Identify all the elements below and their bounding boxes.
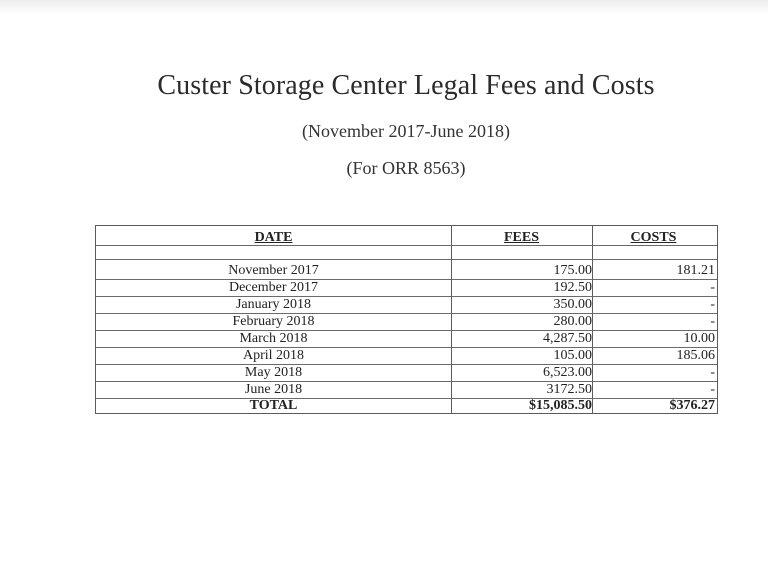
table-row xyxy=(96,364,717,381)
row-costs: - xyxy=(710,365,715,380)
row-fees: 3172.50 xyxy=(546,382,592,397)
header-date: DATE xyxy=(254,230,293,245)
fees-costs-table xyxy=(95,225,718,414)
scan-top-shadow xyxy=(0,0,768,14)
table-row xyxy=(96,381,717,398)
table-row xyxy=(96,262,717,279)
row-date: November 2017 xyxy=(228,263,319,278)
row-costs: - xyxy=(710,382,715,397)
row-fees: 175.00 xyxy=(553,263,592,278)
request-reference-subtitle: (For ORR 8563) xyxy=(346,158,466,178)
row-date: June 2018 xyxy=(244,382,303,397)
row-fees: 4,287.50 xyxy=(543,331,592,346)
row-fees: 105.00 xyxy=(553,348,592,363)
row-date: February 2018 xyxy=(232,314,315,329)
total-costs: $376.27 xyxy=(669,398,715,413)
row-fees: 192.50 xyxy=(553,280,592,295)
total-label: TOTAL xyxy=(249,398,298,413)
table-row xyxy=(96,279,717,296)
row-fees: 6,523.00 xyxy=(543,365,592,380)
header-costs: COSTS xyxy=(630,230,677,245)
row-costs: - xyxy=(710,314,715,329)
row-date: December 2017 xyxy=(228,280,319,295)
row-costs: - xyxy=(710,297,715,312)
total-row xyxy=(96,397,717,414)
row-date: March 2018 xyxy=(239,331,308,346)
row-costs: - xyxy=(710,280,715,295)
row-date: January 2018 xyxy=(235,297,312,312)
table-row xyxy=(96,313,717,330)
table-row xyxy=(96,296,717,313)
row-date: May 2018 xyxy=(244,365,303,380)
row-costs: 10.00 xyxy=(683,331,715,346)
table-row xyxy=(96,330,717,347)
row-date: April 2018 xyxy=(242,348,305,363)
row-fees: 350.00 xyxy=(553,297,592,312)
row-fees: 280.00 xyxy=(553,314,592,329)
table-row xyxy=(96,347,717,364)
row-costs: 181.21 xyxy=(676,263,715,278)
date-range-subtitle: (November 2017-June 2018) xyxy=(302,121,510,141)
header-spacer-divider xyxy=(96,259,717,260)
row-costs: 185.06 xyxy=(676,348,715,363)
document-title: Custer Storage Center Legal Fees and Costs xyxy=(157,70,655,101)
total-fees: $15,085.50 xyxy=(529,398,592,413)
header-fees: FEES xyxy=(503,230,539,245)
